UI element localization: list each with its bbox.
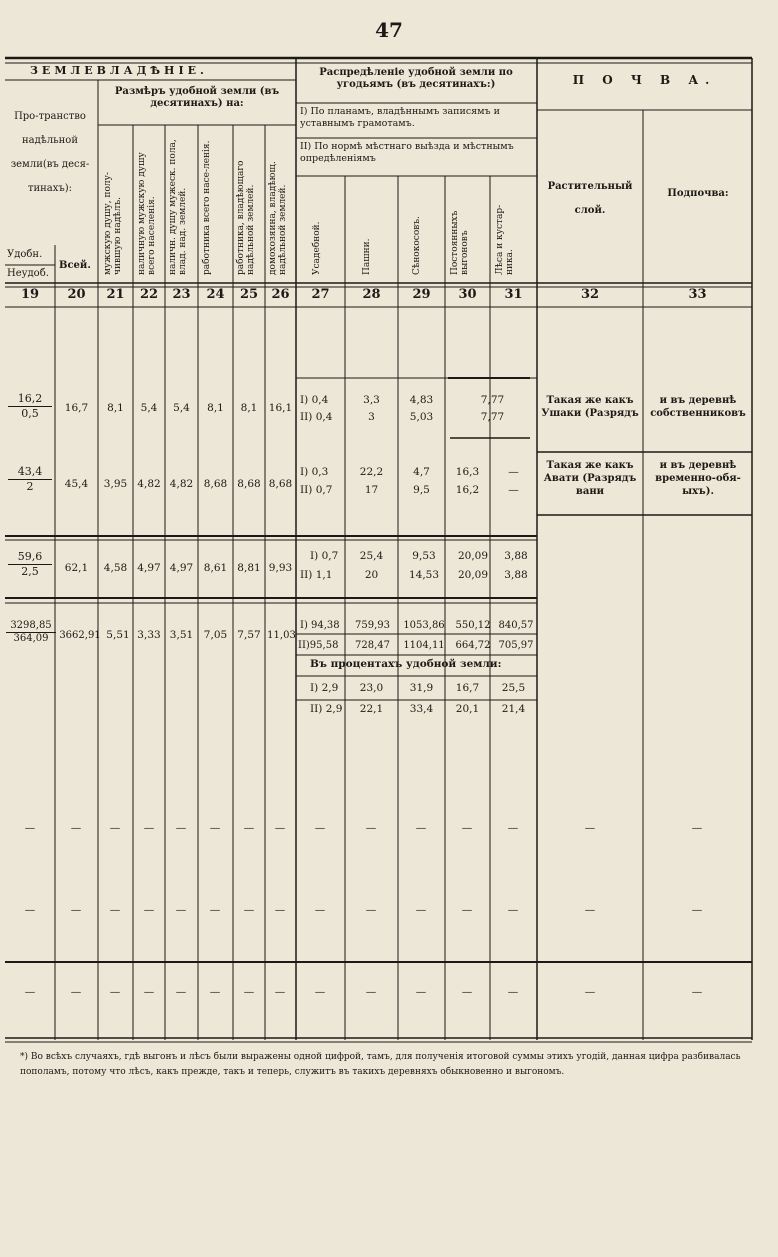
table-cell: 14,53: [408, 569, 440, 581]
table-cell: 7,05: [203, 629, 228, 641]
table-cell: 759,93: [355, 620, 390, 631]
col-22-header: наличную мужскую душу всего населенія.: [137, 152, 157, 275]
col-number: 23: [172, 287, 191, 302]
col-28-header: Пашни.: [362, 238, 372, 275]
col-25-header: работника, владѣющаго надѣльной землей.: [236, 160, 256, 275]
table-cell: 4,97: [137, 562, 161, 574]
table-cell: 17: [364, 484, 379, 496]
col-number: 24: [206, 287, 225, 302]
table-cell: 22,2: [359, 466, 384, 478]
table-cell: 664,72: [455, 640, 491, 651]
col-number: 25: [239, 287, 259, 302]
empty-dash: —: [109, 986, 121, 998]
empty-dash: —: [461, 904, 473, 916]
empty-dash: —: [243, 986, 255, 998]
empty-dash: —: [243, 904, 255, 916]
table-cell: II) 0,7: [300, 484, 333, 496]
table-cell: 3: [368, 411, 375, 423]
vsego-value: 16,7: [64, 402, 89, 414]
distribution-II: II) По нормѣ мѣстнаго выѣзда и мѣстнымъ опредѣленіямъ: [300, 141, 514, 164]
table-cell: 3,88: [504, 550, 528, 562]
col-number: 21: [106, 287, 125, 302]
table-cell: Такая же какъ Ушаки (Разрядъ: [541, 395, 639, 419]
neudob-value: 364,09: [13, 633, 49, 644]
table-cell: II)95,58: [298, 640, 339, 651]
table-row: [6, 620, 56, 644]
empty-dash: —: [70, 904, 82, 916]
col-33-header: Подпочва:: [667, 188, 729, 199]
table-cell: 21,4: [501, 703, 526, 715]
vsego-value: 62,1: [64, 562, 89, 574]
soil-title: П О Ч В А.: [572, 73, 717, 87]
page-number: 47: [375, 18, 403, 42]
col-number: 30: [458, 287, 477, 302]
empty-dash: —: [507, 904, 519, 916]
table-cell: 9,93: [268, 562, 293, 574]
neudob-value: 2,5: [21, 565, 39, 578]
table-cell: 1104,11: [403, 640, 445, 651]
table-cell: II) 1,1: [300, 569, 333, 581]
empty-dash: —: [415, 822, 427, 834]
udobn-label: Удобн.: [7, 249, 43, 260]
col-24-header: работника всего насе-ленія.: [202, 140, 212, 275]
udobn-value: 16,2: [8, 392, 52, 407]
size-title: Размѣръ удобной земли (въ десятинахъ) на:: [114, 86, 280, 109]
empty-dash: —: [143, 986, 155, 998]
col-number: 31: [504, 287, 523, 302]
table-cell: 25,4: [359, 550, 384, 562]
empty-dash: —: [175, 986, 187, 998]
table-cell: 8,68: [203, 478, 228, 490]
col-number: 29: [412, 287, 431, 302]
empty-dash: —: [584, 986, 596, 998]
neudob-label: Неудоб.: [7, 268, 49, 279]
table-cell: 5,4: [140, 402, 158, 414]
col-23-header: наличн. душу мужеск. пола, влад. над. землей.: [168, 139, 188, 275]
table-cell: 9,53: [412, 550, 436, 562]
empty-dash: —: [365, 904, 377, 916]
col-26-header: домохозяина, владѣющ. надѣльной землей.: [268, 161, 288, 275]
table-cell: 16,7: [455, 682, 480, 694]
table-cell: 4,83: [409, 394, 434, 406]
col-number: 32: [580, 287, 600, 302]
vsego-value: 45,4: [64, 478, 89, 490]
empty-dash: —: [415, 986, 427, 998]
table-cell: 16,2: [455, 484, 480, 496]
table-row: [8, 465, 52, 493]
col-30-header: Постоянныхъ выгоновъ: [450, 210, 470, 275]
empty-dash: —: [24, 986, 36, 998]
empty-dash: —: [584, 904, 596, 916]
table-cell: 23,0: [359, 682, 384, 694]
table-cell: 20,09: [457, 550, 489, 562]
table-cell: II) 2,9: [310, 703, 343, 715]
neudob-value: 2: [26, 480, 34, 493]
empty-dash: —: [461, 986, 473, 998]
table-cell: 22,1: [359, 703, 384, 715]
table-cell: 840,57: [498, 620, 534, 631]
table-cell: 33,4: [409, 703, 434, 715]
table-cell: 20: [364, 569, 379, 581]
empty-dash: —: [209, 986, 221, 998]
table-cell: —: [508, 484, 519, 496]
empty-dash: —: [274, 986, 286, 998]
col-32-header: Растительный слой.: [547, 181, 633, 216]
space-label: Про-транство надѣльной земли(въ деся-тинахъ):: [10, 111, 90, 194]
table-cell: 8,1: [207, 402, 224, 414]
table-cell: 5,03: [409, 411, 434, 423]
empty-dash: —: [314, 822, 326, 834]
empty-dash: —: [365, 822, 377, 834]
table-cell: II) 0,4: [300, 411, 333, 423]
col-number: 26: [271, 287, 290, 302]
col-number: 28: [362, 287, 381, 302]
empty-dash: —: [415, 904, 427, 916]
empty-dash: —: [175, 904, 187, 916]
table-cell: 5,51: [106, 629, 130, 641]
empty-dash: —: [314, 904, 326, 916]
table-cell: I) 2,9: [310, 682, 339, 694]
table-cell: I) 0,4: [300, 394, 329, 406]
empty-dash: —: [274, 822, 286, 834]
table-cell: 7,77: [480, 411, 505, 423]
table-cell: 1053,86: [403, 620, 445, 631]
empty-dash: —: [24, 822, 36, 834]
empty-dash: —: [209, 822, 221, 834]
table-cell: 8,81: [237, 562, 261, 574]
vsego-value: 3662,91: [59, 630, 101, 641]
neudob-value: 0,5: [21, 407, 39, 420]
col-number: 22: [139, 287, 159, 302]
table-cell: 16,3: [455, 466, 480, 478]
table-cell: 4,82: [169, 478, 194, 490]
col-number: 19: [20, 287, 40, 302]
table-cell: 25,5: [501, 682, 526, 694]
col-27-header: Усадебной.: [312, 221, 322, 275]
table-cell: 7,57: [237, 629, 261, 641]
table-cell: 4,58: [103, 562, 128, 574]
empty-dash: —: [691, 822, 703, 834]
udobn-value: 59,6: [8, 550, 52, 565]
table-cell: 3,51: [169, 629, 194, 641]
table-cell: 8,61: [203, 562, 228, 574]
table-cell: 8,1: [240, 402, 258, 414]
col-number: 27: [311, 287, 330, 302]
empty-dash: —: [24, 904, 36, 916]
footnote: *) Во всѣхъ случаяхъ, гдѣ выгонъ и лѣсъ были выражены одной цифрой, тамъ, для полученія итоговой суммы этихъ угодій, данная цифра разбивалась пополамъ, потому что лѣсъ, какъ прежде, такъ и теперь, служитъ въ такихъ деревняхъ обыкновенно и выгономъ.: [20, 1052, 741, 1077]
table-cell: —: [508, 466, 519, 478]
udobn-value: 3298,85: [6, 620, 56, 633]
empty-dash: —: [314, 986, 326, 998]
table-cell: 5,4: [173, 402, 190, 414]
table-cell: 550,12: [455, 620, 491, 631]
table-row: [8, 550, 52, 578]
table-cell: 3,95: [103, 478, 128, 490]
table-cell: 705,97: [498, 640, 534, 651]
empty-dash: —: [209, 904, 221, 916]
table-cell: 16,1: [268, 402, 293, 414]
empty-dash: —: [461, 822, 473, 834]
table-cell: 7,77: [480, 394, 505, 406]
table-cell: 8,68: [268, 478, 293, 490]
col-21-header: мужскую душу, полу-чившую надѣлъ.: [103, 172, 123, 275]
col-29-header: Сѣнокосовъ.: [412, 216, 422, 275]
table-cell: 9,5: [413, 484, 430, 496]
empty-dash: —: [70, 986, 82, 998]
table-cell: I) 94,38: [300, 620, 340, 631]
table-cell: 728,47: [355, 640, 390, 651]
vsego-label: Всей.: [59, 260, 91, 271]
col-31-header: Лѣса и кустар-ника.: [495, 204, 515, 275]
empty-dash: —: [691, 904, 703, 916]
distribution-I: I) По планамъ, владѣннымъ записямъ и уставнымъ грамотамъ.: [300, 106, 500, 129]
table-cell: 8,1: [107, 402, 124, 414]
table-cell: 20,1: [455, 703, 480, 715]
udobn-value: 43,4: [8, 465, 52, 480]
empty-dash: —: [143, 904, 155, 916]
table-cell: Такая же какъ Авати (Разрядъ вани: [543, 460, 637, 497]
table-cell: 3,88: [504, 569, 528, 581]
table-cell: 31,9: [409, 682, 434, 694]
empty-dash: —: [691, 986, 703, 998]
table-cell: 4,82: [137, 478, 161, 490]
col-number: 33: [688, 287, 707, 302]
table-cell: 3,3: [363, 394, 380, 406]
empty-dash: —: [243, 822, 255, 834]
empty-dash: —: [507, 986, 519, 998]
empty-dash: —: [143, 822, 155, 834]
empty-dash: —: [274, 904, 286, 916]
table-cell: 4,7: [413, 466, 430, 478]
table-cell: 4,97: [169, 562, 194, 574]
empty-dash: —: [109, 822, 121, 834]
table-cell: и въ деревнѣ собственниковъ: [650, 395, 746, 419]
empty-dash: —: [507, 822, 519, 834]
empty-dash: —: [365, 986, 377, 998]
distribution-title: Распредѣленіе удобной земли по угодьямъ (въ десятинахъ:): [319, 67, 513, 90]
landholding-title: ЗЕМЛЕВЛАДѢНІЕ.: [30, 64, 208, 77]
table-row: [8, 392, 52, 420]
table-cell: I) 0,3: [300, 466, 329, 478]
empty-dash: —: [584, 822, 596, 834]
table-cell: 3,33: [137, 629, 161, 641]
table-cell: 20,09: [457, 569, 489, 581]
percent-title: Въ процентахъ удобной земли:: [310, 658, 502, 670]
empty-dash: —: [175, 822, 187, 834]
table-cell: 11,03: [267, 630, 296, 641]
table-cell: и въ деревнѣ временно-обя-ыхъ).: [655, 460, 741, 497]
table-cell: 8,68: [237, 478, 261, 490]
empty-dash: —: [70, 822, 82, 834]
table-cell: I) 0,7: [310, 550, 339, 562]
empty-dash: —: [109, 904, 121, 916]
col-number: 20: [67, 287, 86, 302]
